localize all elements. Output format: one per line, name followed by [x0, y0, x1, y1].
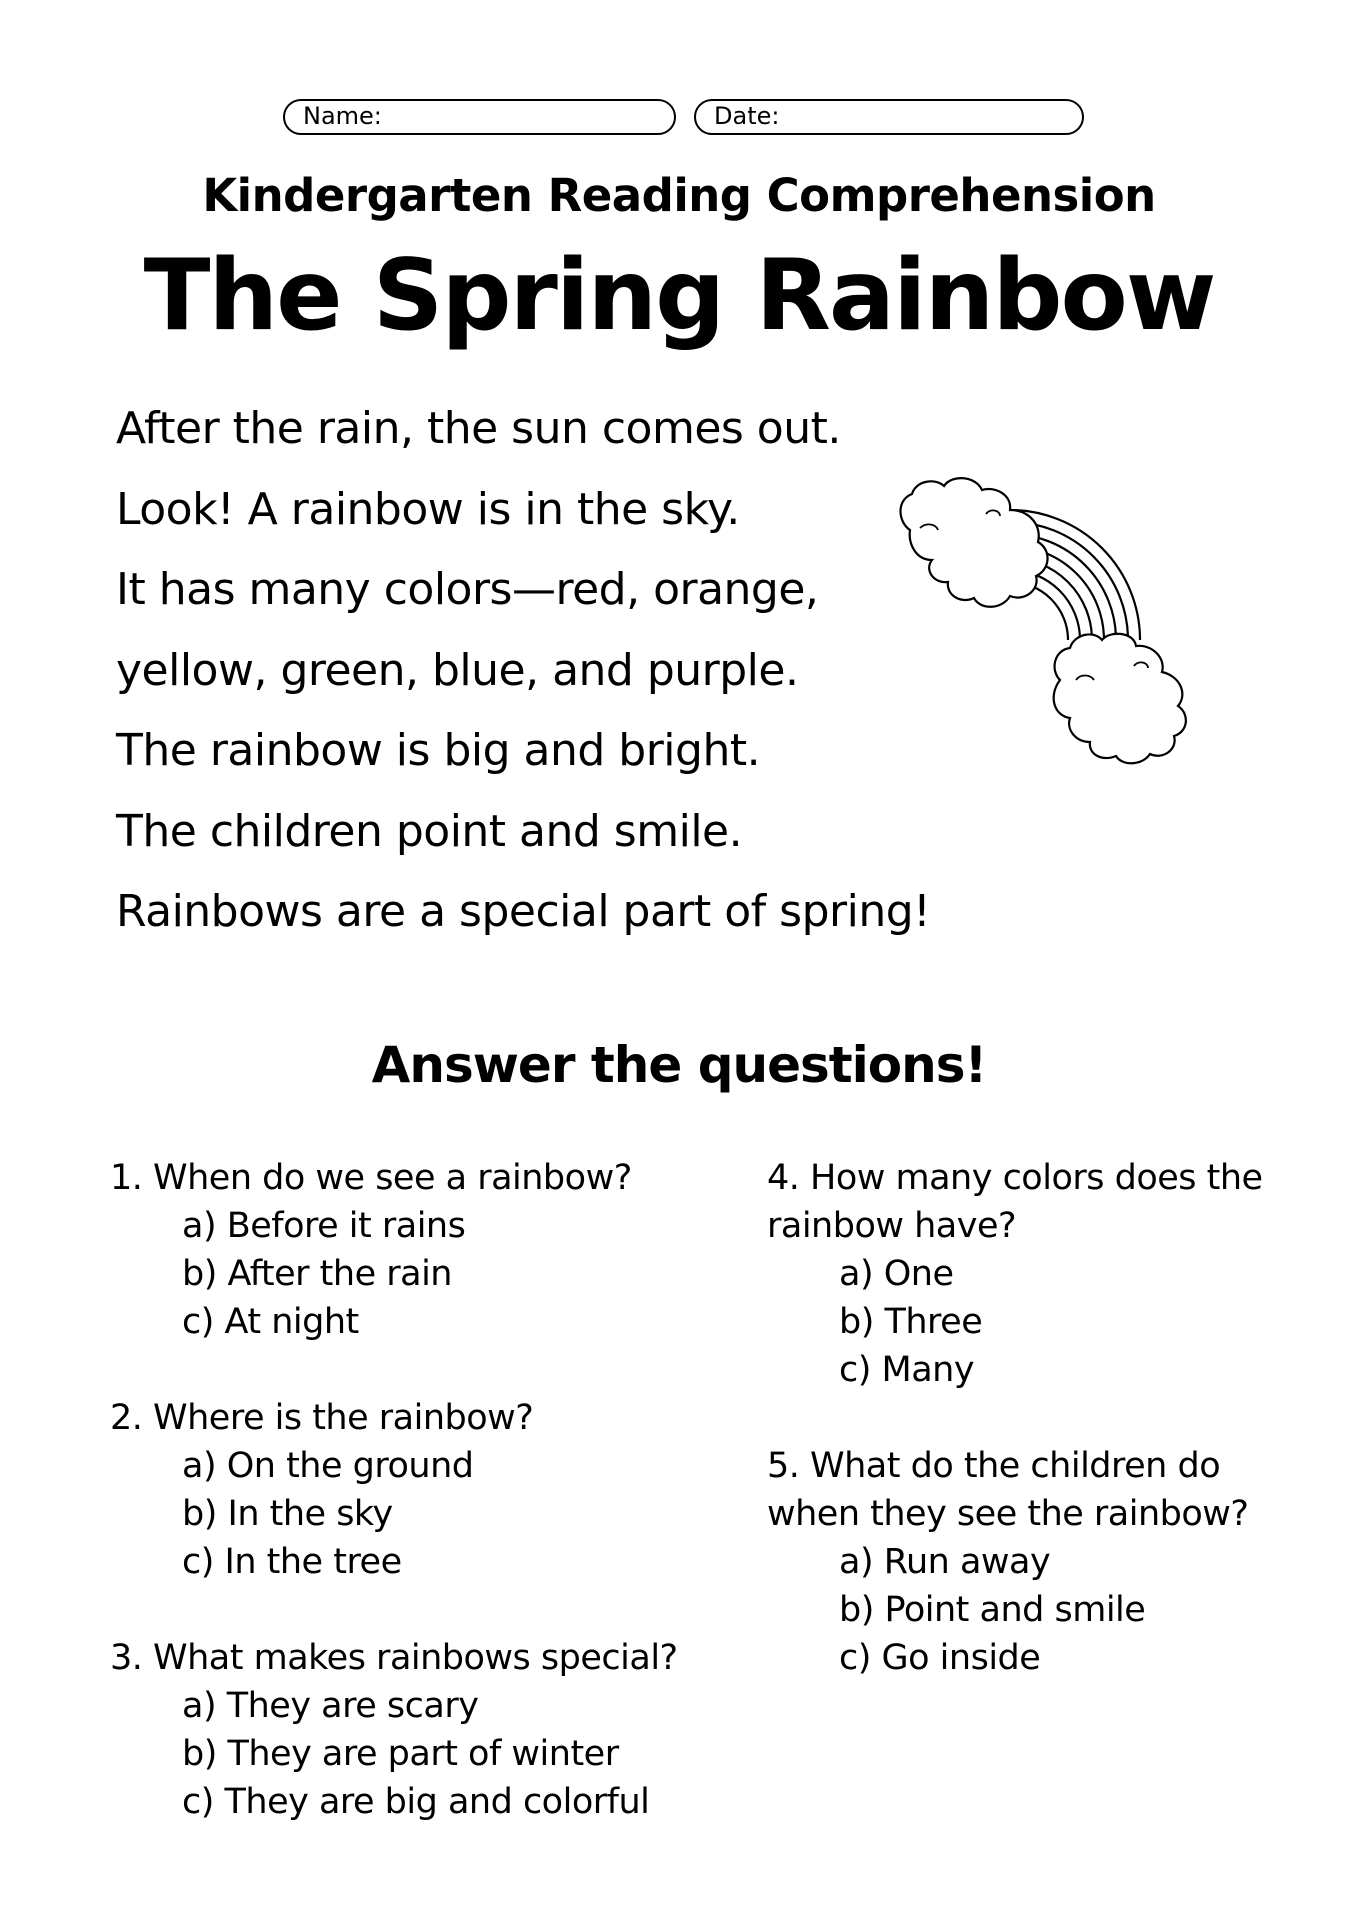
worksheet-subtitle: Kindergarten Reading Comprehension	[202, 169, 1156, 222]
answer-option[interactable]: b) In the sky	[182, 1494, 393, 1534]
questions-heading: Answer the questions!	[371, 1036, 987, 1094]
answer-option[interactable]: b) Three	[839, 1302, 983, 1342]
question	[110, 1394, 730, 1586]
question-text: 4. How many colors does the rainbow have?	[767, 1158, 1263, 1246]
worksheet-title: The Spring Rainbow	[143, 239, 1215, 353]
answer-option[interactable]: c) They are big and colorful	[182, 1782, 650, 1822]
story-line: It has many colors—red, orange,	[116, 564, 819, 615]
name-field[interactable]	[283, 99, 676, 135]
rainbow-with-clouds-icon	[890, 470, 1260, 810]
date-label: Date:	[714, 102, 780, 130]
answer-option[interactable]: c) Many	[839, 1350, 975, 1390]
question	[110, 1634, 730, 1826]
answer-option[interactable]: c) Go inside	[839, 1638, 1041, 1678]
name-label: Name:	[303, 102, 382, 130]
answer-option[interactable]: a) They are scary	[182, 1686, 479, 1726]
answer-option[interactable]: a) Run away	[839, 1542, 1051, 1582]
answer-option[interactable]: a) One	[839, 1254, 954, 1294]
question-text: 5. What do the children do when they see the rainbow?	[767, 1446, 1249, 1534]
answer-option[interactable]: a) On the ground	[182, 1446, 474, 1486]
questions-column-right	[767, 1154, 1267, 1730]
answer-option[interactable]: a) Before it rains	[182, 1206, 466, 1246]
story-line: Look! A rainbow is in the sky.	[116, 483, 740, 535]
questions-column-left	[110, 1154, 730, 1874]
question	[110, 1154, 730, 1346]
story-line: After the rain, the sun comes out.	[116, 403, 841, 454]
question-text: 3. What makes rainbows special?	[110, 1638, 678, 1678]
question-text: 2. Where is the rainbow?	[110, 1398, 534, 1438]
story-line: The rainbow is big and bright.	[116, 725, 761, 776]
answer-option[interactable]: c) At night	[182, 1302, 359, 1342]
story-line: yellow, green, blue, and purple.	[116, 644, 799, 696]
answer-option[interactable]: c) In the tree	[182, 1542, 402, 1582]
story-line: The children point and smile.	[116, 805, 743, 857]
question-text: 1. When do we see a rainbow?	[110, 1158, 632, 1198]
story-passage	[116, 398, 930, 962]
story-line: Rainbows are a special part of spring!	[116, 886, 931, 937]
answer-option[interactable]: b) They are part of winter	[182, 1734, 619, 1774]
date-field[interactable]	[694, 99, 1084, 135]
answer-option[interactable]: b) After the rain	[182, 1254, 452, 1294]
question	[767, 1154, 1267, 1394]
question	[767, 1442, 1267, 1682]
answer-option[interactable]: b) Point and smile	[839, 1590, 1146, 1630]
